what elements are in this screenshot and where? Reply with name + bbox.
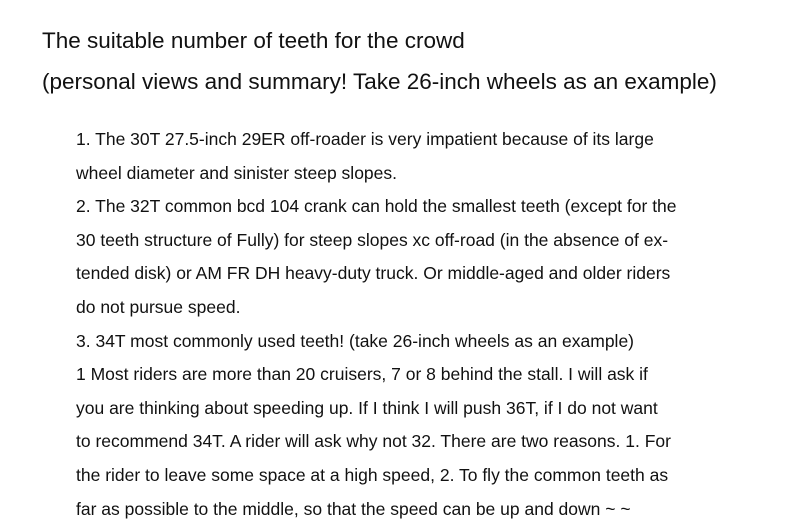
document-title: The suitable number of teeth for the crowd: [42, 28, 465, 53]
body-line: far as possible to the middle, so that the speed can be up and down ~ ~: [76, 498, 631, 519]
body-line: the rider to leave some space at a high speed, 2. To fly the common teeth as: [76, 464, 669, 485]
body-line: to recommend 34T. A rider will ask why not 32. There are two reasons. 1. For: [76, 431, 671, 452]
body-line: you are thinking about speeding up. If I think I will push 36T, if I do not want: [76, 397, 658, 418]
document-body: [76, 123, 776, 526]
document-subtitle: (personal views and summary! Take 26-inch wheels as an example): [42, 69, 717, 94]
body-line: 1 Most riders are more than 20 cruisers, 7 or 8 behind the stall. I will ask if: [76, 364, 648, 385]
body-line: 1. The 30T 27.5-inch 29ER off-roader is very impatient because of its large: [76, 129, 654, 149]
body-line: do not pursue speed.: [76, 296, 241, 317]
body-line: tended disk) or AM FR DH heavy-duty truck. Or middle-aged and older riders: [76, 263, 671, 284]
body-line: 3. 34T most commonly used teeth! (take 26-inch wheels as an example): [76, 330, 635, 351]
body-line: 30 teeth structure of Fully) for steep slopes xc off-road (in the absence of ex-: [76, 229, 669, 250]
body-line: wheel diameter and sinister steep slopes.: [76, 162, 398, 183]
body-line: 2. The 32T common bcd 104 crank can hold the smallest teeth (except for the: [76, 196, 677, 217]
